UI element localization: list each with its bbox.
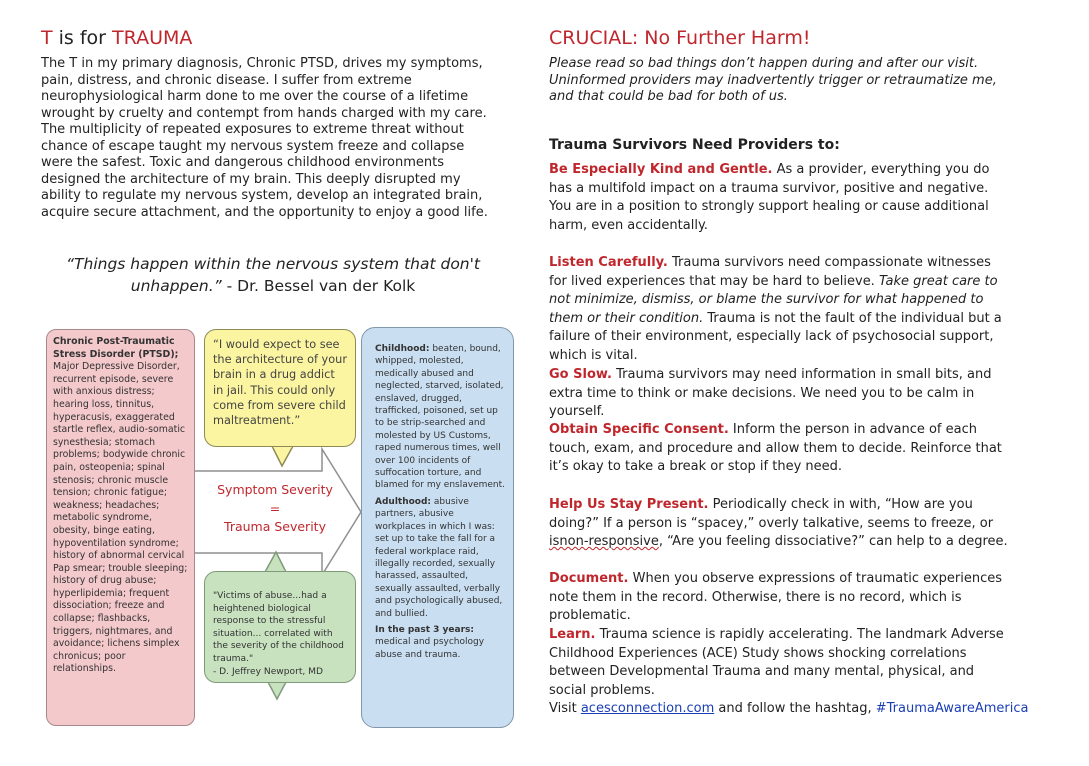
heading-mid: is for [52,27,113,49]
rec-text: As a provider, everything you do has a multifold impact on a trauma survivor, positive and negative. You are in a position to strongly support healing or cause additional harm, even accidentally. [549,162,990,233]
rec-learn [549,626,1009,700]
rec-text-cont: Trauma is not the fault of the individual but a failure of their environment, especially lack of psychosocial support, which is vital. [549,310,1002,363]
rec-text: Periodically check in with, “How are you doing?” If a person is “spacey,” overly talkative, seems to freeze, or [549,497,994,531]
heading-word: TRAUMA [112,27,193,49]
rec-lead: Obtain Specific Consent. [549,422,729,437]
rec-stay-present [549,496,1009,552]
rec-lead: Document. [549,571,629,586]
childhood-text: beaten, bound, whipped, molested, medically abused and neglected, starved, isolated, enslaved, drugged, trafficked, poisoned, set up to be strip-searched and molested by US Customs, raped numerous times, well over 100 incidents of suffocation torture, and blamed for my enslavement. [375,344,506,491]
rec-lead: Be Especially Kind and Gentle. [549,162,773,177]
trauma-severity-label: Trauma Severity [224,519,326,534]
visit-line [549,701,1028,716]
rec-lead: Help Us Stay Present. [549,497,709,512]
rec-lead: Learn. [549,627,596,642]
childhood-title: Childhood: [375,344,430,354]
severity-equation [200,481,350,537]
ptsd-list: Major Depressive Disorder, recurrent episode, severe with anxious distress; hearing loss, tinnitus, hyperacusis, exaggerated startle reflex, audio-somatic synesthesia; stomach problems; bodywide chronic pain, osteopenia; spinal stenosis; chronic muscle tension; chronic fatigue; weakness; headaches; metabolic syndrome, obesity, binge eating, hypoventilation syndrome; history of abnormal cervical Pap smear; trouble sleeping; history of drug abuse; hyperlipidemia; frequent dissociation; freeze and collapse; flashbacks, triggers, nightmares, and avoidance; lichens simplex chronicus; poor relationships. [53,361,188,675]
trauma-history-box [361,327,514,728]
rec-text: Trauma science is rapidly accelerating. The landmark Adverse Childhood Experiences (ACE) Study shows shocking correlations between Developmental Trauma and many mental, physical, and social problems. [549,627,1004,698]
past-three-years-section [375,624,506,661]
ptsd-symptoms-box [46,329,195,726]
adulthood-title: Adulthood: [375,496,432,507]
hashtag-link[interactable]: #TraumaAwareAmerica [875,701,1029,716]
visit-prefix: Visit [549,701,581,716]
rec-lead: Listen Carefully. [549,255,668,270]
newport-quote-text: "Victims of abuse...had a heightened biological response to the stressful situation... correlated with the severity of the childhood trauma." [213,591,344,664]
crucial-intro-paragraph: Please read so bad things don’t happen during and after our visit. Uninformed providers may inadvertently trigger or retraumatize me, and that could be bad for both of us. [549,56,997,104]
adulthood-text: abusive partners, abusive workplaces in which I was: set up to take the fall for a federal workplace raid, illegally recorded, sexually harassed, assaulted, sexually assaulted, verbally and psychologically abused, and bullied. [375,496,503,619]
childhood-section [375,343,506,492]
rec-text: When you observe expressions of traumatic experiences note them in the record. Otherwise, there is no record, which is problematic. [549,571,1003,624]
rec-text: Inform the person in advance of each touch, exam, and procedure and allow them to decide. Reinforce that it’s okay to take a break or stop if they need. [549,422,1002,475]
rec-document [549,570,1009,626]
newport-quote [204,571,356,683]
green-bubble-tail-bottom [268,682,286,699]
quote-text: “Things happen within the nervous system that don't unhappen.” [66,255,480,295]
rec-lead: Go Slow. [549,367,612,382]
heading-letter: T [41,27,53,49]
needs-heading: Trauma Survivors Need Providers to: [549,137,840,153]
van-der-kolk-quote [58,253,488,297]
right-heading: CRUCIAL: No Further Harm! [549,27,811,49]
rec-specific-consent [549,421,1009,477]
symptom-severity-label: Symptom Severity [217,482,333,497]
yellow-bubble-tail [272,446,293,466]
brain-architecture-quote: “I would expect to see the architecture of your brain in a drug addict in jail. This could only come from severe child maltreatment.” [204,329,356,447]
rec-text-cont: , “Are you feeling dissociative?” can help to a degree. [658,534,1008,550]
newport-attribution: - D. Jeffrey Newport, MD [213,666,324,677]
green-bubble-tail [265,552,286,572]
rec-text: Trauma survivors may need information in small bits, and extra time to think or make decisions. We need you to be calm in yourself. [549,367,992,420]
trauma-infographic [40,324,520,734]
equals-sign: = [269,500,281,516]
trauma-intro-paragraph: The T in my primary diagnosis, Chronic PTSD, drives my symptoms, pain, distress, and chronic disease. I suffer from extreme neurophysiological harm done to me over the course of a lifetime wrought by cruelty and contempt from hands charged with my care. The multiplicity of repeated exposures to extreme threat without chance of escape taught my nervous system freeze and collapse were the safest. Toxic and dangerous childhood environments designed the architecture of my brain. This deeply disrupted my ability to regulate my nervous system, develop an integrated brain, acquire secure attachment, and the opportunity to enjoy a good life. [41,56,488,220]
visit-mid: and follow the hashtag, [714,701,876,716]
left-heading [41,27,192,49]
acesconnection-link[interactable]: acesconnection.com [580,701,715,716]
adulthood-section [375,496,506,620]
rec-misspelled-word: isnon-responsive [549,534,659,550]
rec-kind-gentle [549,161,1009,235]
ptsd-title: Chronic Post-Traumatic Stress Disorder (PTSD); [53,336,179,360]
past-title: In the past 3 years: [375,624,474,635]
rec-go-slow [549,366,1009,422]
rec-listen-carefully [549,254,1009,366]
quote-attribution: - Dr. Bessel van der Kolk [221,277,416,295]
rec-italic-text: Take great care to not minimize, dismiss, or blame the survivor for what happened to them or their condition. [549,273,998,326]
past-text: medical and psychology abuse and trauma. [375,637,485,660]
rec-text: Trauma survivors need compassionate witnesses for lived experiences that may be hard to believe. [549,255,991,289]
